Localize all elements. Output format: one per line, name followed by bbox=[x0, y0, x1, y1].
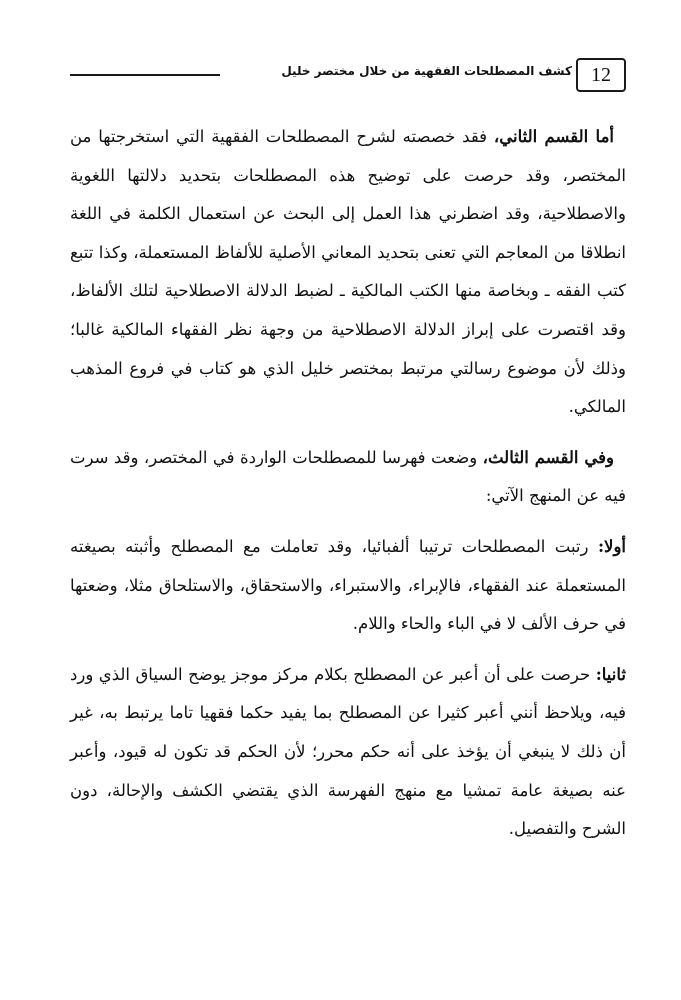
paragraph-text: رتبت المصطلحات ترتيبا ألفبائيا، وقد تعاملت مع المصطلح وأثبته بصيغته المستعملة عند الفقهاء، فالإبراء، والاستبراء، والاستحقاق، والاستلحاق مثلا، وضعتها في حرف الألف لا في الباء والحاء واللام. bbox=[70, 536, 626, 634]
page-number: 12 bbox=[576, 58, 626, 92]
page-header bbox=[70, 58, 626, 94]
paragraph-section-three bbox=[70, 439, 626, 516]
paragraph-lead: أما القسم الثاني، bbox=[493, 127, 614, 146]
paragraph-lead: أولا: bbox=[597, 536, 626, 556]
paragraph-section-two bbox=[70, 118, 626, 427]
header-rule bbox=[70, 74, 220, 76]
running-title: كشف المصطلحات الفقهية من خلال مختصر خليل bbox=[281, 64, 572, 78]
paragraph-lead: وفي القسم الثالث، bbox=[482, 447, 614, 467]
body-text bbox=[70, 118, 626, 861]
paragraph-first-point bbox=[70, 528, 626, 644]
paragraph-text: فقد خصصته لشرح المصطلحات الفقهية التي استخرجتها من المختصر، وقد حرصت على توضيح هذه المصطلحات بتحديد دلالتها اللغوية والاصطلاحية، وقد اضطرني هذا العمل إلى البحث عن استعمال الكلمة في اللغة انطلاقا من المعاجم التي تعنى بتحديد المعاني الأصلية للألفاظ المستعملة، وكذا تتبع كتب الفقه ـ وبخاصة منها الكتب المالكية ـ لضبط الدلالة الاصطلاحية لتلك الألفاظ، وقد اقتصرت على إبراز الدلالة الاصطلاحية من وجهة نظر الفقهاء المالكية غالبا؛ وذلك لأن موضوع رسالتي مرتبط بمختصر خليل الذي هو كتاب في فروع المذهب المالكي. bbox=[70, 127, 626, 417]
paragraph-lead: ثانيا: bbox=[595, 664, 626, 684]
paragraph-second-point bbox=[70, 656, 626, 849]
paragraph-text: وضعت فهرسا للمصطلحات الواردة في المختصر، وقد سرت فيه عن المنهج الآتي: bbox=[70, 447, 626, 506]
paragraph-text: حرصت على أن أعبر عن المصطلح بكلام مركز موجز يوضح السياق الذي ورد فيه، ويلاحظ أنني أعبر كثيرا عن المصطلح بما يفيد حكما فقهيا تاما يرتبط به، غير أن ذلك لا ينبغي أن يؤخذ على أنه حكم محرر؛ لأن الحكم قد تكون له قيود، وأعبر عنه بصيغة عامة تمشيا مع منهج الفهرسة الذي يقتضي الكشف والإحالة، دون الشرح والتفصيل. bbox=[70, 664, 626, 839]
